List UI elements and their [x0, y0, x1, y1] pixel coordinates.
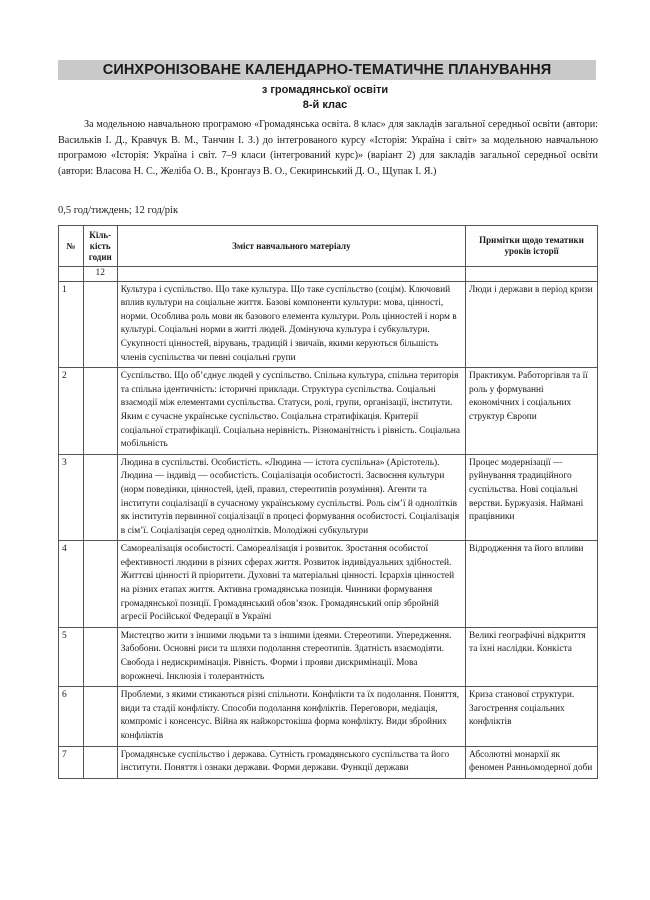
row-hours [83, 368, 117, 455]
row-hours [83, 281, 117, 368]
row-number: 7 [59, 746, 84, 778]
hours-per-week: 0,5 год/тиждень; 12 год/рік [58, 205, 179, 216]
row-content: Проблеми, з якими стикаються різні спільноти. Конфлікти та їх подолання. Поняття, види та стадії конфлікту. Способи подолання конфліктів. Переговори, медіація, компроміс і консенсус. Війна як найжорстокіша форма конфлікту. Види збройних конфліктів [117, 687, 465, 746]
table-row [59, 746, 598, 778]
row-notes: Криза станової структури. Загострення соціальних конфліктів [466, 687, 598, 746]
empty-cell [59, 267, 84, 282]
row-number: 1 [59, 281, 84, 368]
row-notes: Абсолютні монархії як феномен Ранньомодерної доби [466, 746, 598, 778]
row-number: 2 [59, 368, 84, 455]
grade-label: 8-й клас [302, 99, 348, 111]
page-banner-title: СИНХРОНІЗОВАНЕ КАЛЕНДАРНО-ТЕМАТИЧНЕ ПЛАНУВАННЯ [58, 60, 596, 80]
row-notes: Практикум. Работоргівля та її роль у формуванні економічних і соціальних структур Європи [466, 368, 598, 455]
intro-paragraph: За модельною навчальною програмою «Громадянська освіта. 8 клас» для закладів загальної середньої освіти (автори: Васильків І. Д., Кравчук В. М., Танчин І. З.) до інтегрованого курсу «Історія: Україна і світ» за модельною навчальною програмою «Історія: Україна і світ. 7–9 класи (інтегрований курс)» (варіант 2) для закладів загальної середньої освіти (автори: Власова Н. С., Желіба О. В., Кронгауз В. О., Секиринський Д. О., Щупак І. Я.) [58, 119, 598, 177]
row-notes: Процес модернізації — руйнування традиційного суспільства. Нові соціальні верстви. Буржуазія. Наймані працівники [466, 454, 598, 541]
table-row [59, 541, 598, 628]
row-content: Суспільство. Що об’єднує людей у суспільство. Спільна культура, спільна територія та спільна ідентичність: історичні приклади. Структура суспільства. Соціальні взаємодії між елементами суспільства. Статуси, ролі, групи, організації, інститути. Яким є сучасне українське суспільство. Соціальна стратифікація. Критерії соціальної стратифікації. Соціальна нерівність. Різноманітність і рівність. Соціальна мобільність [117, 368, 465, 455]
subject-subtitle: з громадянської освіти [261, 84, 389, 96]
row-number: 4 [59, 541, 84, 628]
row-content: Людина в суспільстві. Особистість. «Людина — істота суспільна» (Арістотель). Людина — індивід — особистість. Соціалізація особистості. Засвоєння культури (норм поведінки, цінностей, ідей, правил, стереотипів розуміння). Агенти та інститути соціалізації в сучасному українському суспільстві. Роль сім’ї й однолітків як інститутів первинної соціалізації в процесі формування особистості. Соціалізація в сім’ї. Соціалізація серед однолітків. Молодіжні субкультури [117, 454, 465, 541]
empty-cell [466, 267, 598, 282]
total-hours-row [59, 267, 598, 282]
table-row [59, 368, 598, 455]
row-content: Самореалізація особистості. Самореалізація і розвиток. Зростання особистої ефективності людини в різних сферах життя. Розвиток індивідуальних здібностей. Життєві цінності й пріоритети. Духовні та матеріальні цінності. Ієрархія цінностей на різних етапах життя. Активна громадянська позиція. Чинники формування громадянської позиції. Громадянський обов’язок. Громадянський опір збройній агресії Російської Федерації в Україні [117, 541, 465, 628]
row-hours [83, 687, 117, 746]
row-notes: Відродження та його впливи [466, 541, 598, 628]
table-row [59, 454, 598, 541]
row-hours [83, 454, 117, 541]
row-hours [83, 627, 117, 686]
row-notes: Великі географічні відкриття та їхні наслідки. Конкіста [466, 627, 598, 686]
header-notes: Примітки щодо тематики уроків історії [466, 226, 598, 267]
row-content: Культура і суспільство. Що таке культура. Що таке суспільство (соцім). Ключовий вплив культури на соціальне життя. Базові компоненти культури: мова, цінності, норми. Особлива роль мови як базового елемента культури. Роль цінностей і норм в культурі. Соціальні норми в житті людей. Домінуюча культура і субкультури. Сукупності цінностей, вірувань, традицій і звичаїв, якими керуються більшість членів суспільства чи певні соціальні групи [117, 281, 465, 368]
row-hours [83, 746, 117, 778]
table-row [59, 687, 598, 746]
total-hours: 12 [83, 267, 117, 282]
header-hours: Кіль-кість годин [83, 226, 117, 267]
row-content: Мистецтво жити з іншими людьми та з іншими ідеями. Стереотипи. Упередження. Забобони. Основні риси та шляхи подолання стереотипів. Здатність взаємодіяти. Свобода і недискримінація. Рівність. Форми і прояви дискримінації. Мова ворожнечі. Інклюзія і толерантність [117, 627, 465, 686]
row-number: 5 [59, 627, 84, 686]
row-number: 6 [59, 687, 84, 746]
row-notes: Люди і держави в період кризи [466, 281, 598, 368]
table-row [59, 627, 598, 686]
table-header-row [59, 226, 598, 267]
row-hours [83, 541, 117, 628]
empty-cell [117, 267, 465, 282]
row-content: Громадянське суспільство і держава. Сутність громадянського суспільства та його інститути. Поняття і ознаки держави. Форми держави. Функції держави [117, 746, 465, 778]
table-row [59, 281, 598, 368]
row-number: 3 [59, 454, 84, 541]
header-number: № [59, 226, 84, 267]
header-content: Зміст навчального матеріалу [117, 226, 465, 267]
planning-table [58, 225, 598, 779]
